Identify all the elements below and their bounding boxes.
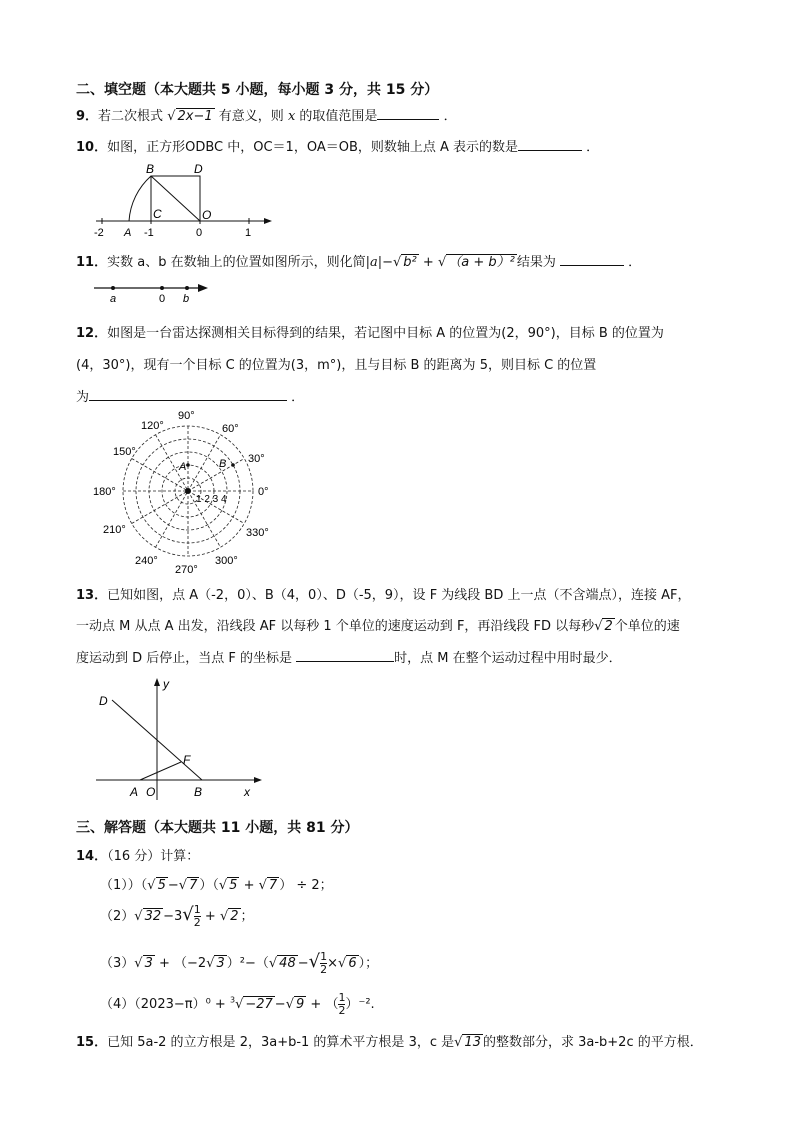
label-d: D [194,162,203,176]
sqrt-symbol: √ [594,619,603,634]
label-d: D [99,694,108,708]
question-13-line-1 [76,584,691,603]
answer-blank[interactable] [518,138,582,151]
radicand: 48 [279,956,296,971]
angle-180: 180° [93,486,116,498]
cube-root-index: 3 [229,995,236,1005]
radicand: 3 [144,956,153,971]
q11-figure [92,280,216,304]
label-y: y [163,677,169,691]
sqrt-symbol: √ [182,904,194,925]
label-a: A [179,461,187,473]
segment-af [140,762,181,780]
q15-radicand: 13 [464,1035,481,1050]
sqrt-symbol: √ [338,956,347,971]
q11-text-b: 结果为 [516,255,556,270]
paren: ）（ [199,878,219,893]
radicand: −27 [245,997,273,1012]
q9-var: x [287,109,296,124]
tail: ）⁻². [345,997,375,1012]
section-3-title: 三、解答题（本大题共 11 小题，共 81 分） [76,820,359,836]
label-zero: 0 [159,293,166,304]
axis-arrow [264,218,272,224]
angle-330: 330° [246,527,269,539]
numerator: 1 [320,950,328,963]
q12-line1: 如图是一台雷达探测相关目标得到的结果，若记图中目标 A 的位置为(2，90°)，目标 B 的位置为 [107,326,664,341]
q13-line2a: 一动点 M 从点 A 出发，沿线段 AF 以每秒 1 个单位的速度运动到 F，再沿线段 FD 以每秒 [76,619,595,634]
angle-240: 240° [135,555,158,567]
radicand-b2: b² [403,255,417,270]
q14-part-4 [100,992,375,1017]
numerator: 1 [193,903,201,916]
q10-text: 如图，正方形ODBC 中，OC＝1，OA＝OB，则数轴上点 A 表示的数是 [107,140,519,155]
ring-labels: 1 2 3 4 [196,494,227,505]
answer-blank[interactable] [296,649,394,662]
question-number: 11． [76,255,108,270]
angle-60: 60° [222,423,239,435]
tail: ）； [358,956,379,971]
q13-line2b: 个单位的速 [614,619,680,634]
sqrt-symbol: √ [437,255,447,270]
label-a: A [130,785,139,799]
q13-figure [90,672,270,804]
question-12-line-1 [76,322,664,341]
sqrt-symbol: √ [268,956,278,971]
denominator: 2 [193,916,201,929]
q9-radicand: 2x−1 [177,109,213,124]
label-x: x [244,785,250,799]
q14-part-1 [100,874,333,893]
label-a: A [124,227,132,239]
q11-text-a: 实数 a、b 在数轴上的位置如图所示，则化简 [107,255,366,270]
question-14-head [76,845,199,864]
radicand: 6 [348,956,357,971]
question-12-line-3 [76,386,304,405]
sqrt-symbol: √ [258,878,267,893]
angle-210: 210° [103,524,126,536]
tail: ） ÷ 2； [279,878,333,893]
sqrt-symbol: √ [134,956,143,971]
minus: − [274,997,286,1012]
q12-end: ． [291,390,305,405]
plus: + [239,878,259,893]
label-o: O [146,785,156,799]
question-number: 13． [76,588,108,603]
minus: − [297,956,309,971]
label-b: B [219,458,227,470]
radicand: 7 [268,878,278,893]
section-2-title: 二、填空题（本大题共 5 小题，每小题 3 分，共 15 分） [76,82,439,98]
answer-blank[interactable] [89,388,287,401]
question-10 [76,136,599,155]
question-number: 10． [76,140,108,155]
term: + （−2 [154,956,207,971]
radicand: 9 [296,997,305,1012]
angle-90: 90° [178,410,195,422]
q9-text-a: 若二次根式 [98,109,164,124]
sqrt-symbol: √ [147,878,156,893]
q9-text-c: 的取值范围是 [299,109,378,124]
radicand: 5 [157,878,166,893]
sqrt-symbol: √ [393,255,402,270]
part-label: （3） [100,956,135,971]
angle-300: 300° [215,555,238,567]
target-a [186,463,190,467]
q15-text-b: 的整数部分，求 3a-b+2c 的平方根． [482,1035,703,1050]
radicand: 5 [229,878,238,893]
angle-270: 270° [175,564,198,576]
y-axis-arrow [154,678,160,686]
label-a: a [110,293,117,304]
radicand: 32 [144,909,162,924]
point-zero [160,286,164,290]
angle-0: 0° [258,486,269,498]
paren: （ [140,878,148,893]
radicand: 2 [230,909,239,924]
minus: −3 [163,909,183,924]
label-b: B [146,162,155,176]
q12-radar-figure [88,405,278,577]
angle-150: 150° [113,446,136,458]
q10-end: ． [586,140,600,155]
q9-text-b: 有意义，则 [218,109,284,124]
q10-figure [86,156,276,242]
part-label: （2） [100,909,135,924]
question-9 [76,105,457,124]
question-11 [76,251,641,270]
minus: − [167,878,179,893]
term: + （ [306,997,339,1012]
sqrt-symbol: √ [454,1035,463,1050]
radar-center [185,488,191,494]
q13-line3a: 度运动到 D 后停止，当点 F 的坐标是 [76,651,293,666]
angle-120: 120° [141,420,164,432]
tail: ； [240,909,254,924]
q14-part-3 [100,951,378,976]
question-15 [76,1031,703,1050]
question-13-line-3 [76,647,622,666]
part-label: （4） [100,997,135,1012]
question-12-line-2: (4，30°)，现有一个目标 C 的位置为(3，m°)，且与目标 B 的距离为 5，则目标 C 的位置 [76,358,597,373]
label-b: b [183,293,190,304]
question-number: 9． [76,109,99,124]
target-b [231,463,235,467]
abs-a: |a| [365,255,383,270]
sqrt-symbol: √ [178,878,188,893]
q13-radicand: 2 [604,619,613,634]
times: × [327,956,339,971]
term: （2023−π）⁰ + [134,997,230,1012]
label-c: C [153,207,162,221]
point-a [111,286,115,290]
plus: + [200,909,220,924]
x-axis-arrow [254,777,262,783]
denominator: 2 [338,1004,346,1017]
radicand: 3 [216,956,225,971]
sqrt-symbol: √ [235,997,244,1012]
question-number: 15． [76,1035,108,1050]
sqrt-symbol: √ [167,109,176,124]
q13-line1: 已知如图，点 A（-2，0）、B（4，0）、D（-5，9），设 F 为线段 BD 上一点（不含端点），连接 AF， [107,588,691,603]
tick-label: 1 [245,227,252,239]
radicand: 7 [189,878,198,893]
sqrt-symbol: √ [218,878,228,893]
label-o: O [202,208,212,222]
sqrt-symbol: √ [219,909,229,924]
label-f: F [183,753,191,767]
q9-end: ． [443,109,457,124]
q14-head: （16 分）计算： [107,849,200,864]
answer-blank[interactable] [560,253,624,266]
sqrt-symbol: √ [206,956,215,971]
denominator: 2 [320,963,328,976]
tick-label: -2 [94,227,104,239]
sqrt-symbol: √ [134,909,143,924]
radicand-a-plus-b: （a + b）² [448,255,515,270]
q13-line3b: 时，点 M 在整个运动过程中用时最少． [394,651,622,666]
question-number: 14． [76,849,108,864]
plus: + [422,255,434,270]
tick-label: 0 [196,227,203,239]
sqrt-symbol: √ [285,997,294,1012]
axis-arrow [198,284,208,292]
minus: − [382,255,393,270]
angle-30: 30° [248,453,265,465]
point-b [185,286,189,290]
tick-label: -1 [144,227,154,239]
q12-line3: 为 [76,390,90,405]
numerator: 1 [338,991,346,1004]
question-number: 12． [76,326,108,341]
q15-text-a: 已知 5a-2 的立方根是 2，3a+b-1 的算术平方根是 3，c 是 [107,1035,455,1050]
q11-end: ． [628,255,642,270]
answer-blank[interactable] [377,107,439,120]
part-label: （1）） [100,878,141,893]
fraction [194,904,201,929]
arc-ob [129,176,151,221]
sqrt-symbol: √ [308,951,321,972]
term: ）²−（ [226,956,269,971]
q14-part-2 [100,904,254,929]
label-b: B [194,785,203,799]
question-13-line-2 [76,615,680,634]
